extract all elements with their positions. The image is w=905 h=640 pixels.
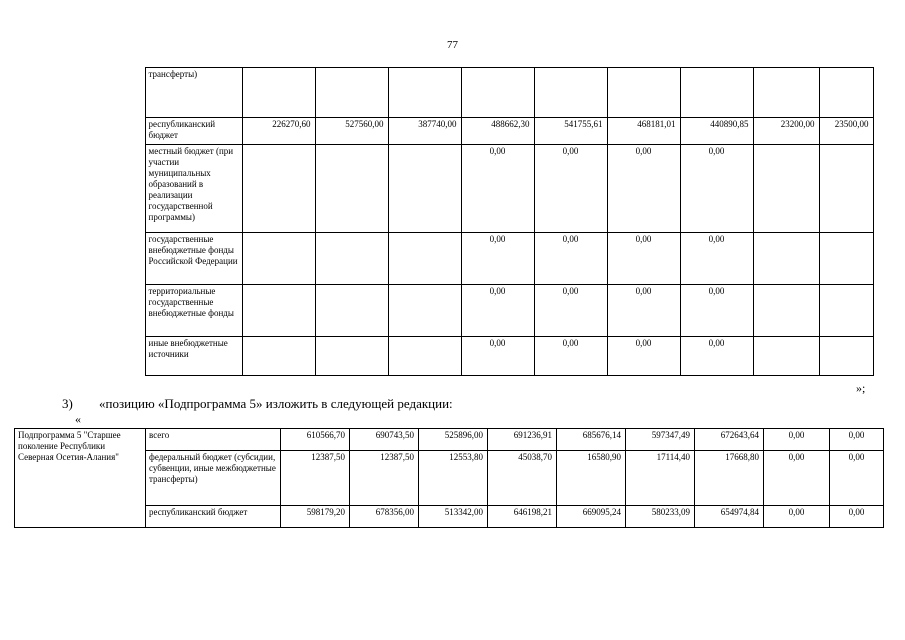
value-cell: 0,00 [680,285,753,337]
value-cell [819,285,873,337]
value-cell: 690743,50 [350,429,419,451]
value-cell: 0,00 [461,337,534,376]
table-row [15,429,884,451]
value-cell: 0,00 [830,451,884,506]
table-row [14,68,873,118]
value-cell [388,68,461,118]
row-label: территориальные государственные внебюджетные фонды [145,285,242,337]
row-label: иные внебюджетные источники [145,337,242,376]
value-cell: 12553,80 [419,451,488,506]
value-cell [753,145,819,233]
value-cell: 527560,00 [315,118,388,145]
value-cell: 488662,30 [461,118,534,145]
value-cell: 691236,91 [488,429,557,451]
value-cell: 541755,61 [534,118,607,145]
value-cell: 685676,14 [557,429,626,451]
row-label: государственные внебюджетные фонды Российской Федерации [145,233,242,285]
value-cell: 0,00 [764,451,830,506]
value-cell [315,233,388,285]
value-cell [461,68,534,118]
value-cell: 12387,50 [281,451,350,506]
instruction-text: «позицию «Подпрограмма 5» изложить в следующей редакции: [99,396,453,411]
value-cell: 0,00 [680,145,753,233]
value-cell [753,233,819,285]
value-cell: 678356,00 [350,506,419,528]
value-cell: 580233,09 [626,506,695,528]
value-cell: 0,00 [830,506,884,528]
row-label: республиканский бюджет [146,506,281,528]
value-cell: 0,00 [534,145,607,233]
value-cell [819,145,873,233]
value-cell [242,145,315,233]
row-label: республиканский бюджет [145,118,242,145]
value-cell [315,285,388,337]
value-cell [242,285,315,337]
value-cell [242,68,315,118]
instruction-number: 3) [62,396,73,411]
value-cell [388,145,461,233]
value-cell: 226270,60 [242,118,315,145]
value-cell: 0,00 [830,429,884,451]
value-cell: 12387,50 [350,451,419,506]
value-cell [388,233,461,285]
value-cell [388,285,461,337]
value-cell: 672643,64 [695,429,764,451]
value-cell [315,145,388,233]
opening-quote: « [75,412,81,426]
value-cell: 0,00 [534,337,607,376]
value-cell: 0,00 [680,337,753,376]
program-label: Подпрограмма 5 "Старшее поколение Республики Северная Осетия-Алания" [15,429,146,528]
value-cell: 0,00 [764,506,830,528]
row-label: всего [146,429,281,451]
value-cell: 0,00 [461,145,534,233]
value-cell: 387740,00 [388,118,461,145]
value-cell: 0,00 [461,285,534,337]
budget-table-continued [14,67,874,376]
value-cell [534,68,607,118]
table-row [15,451,884,506]
value-cell: 16580,90 [557,451,626,506]
value-cell: 598179,20 [281,506,350,528]
value-cell: 525896,00 [419,429,488,451]
value-cell [315,337,388,376]
value-cell: 0,00 [680,233,753,285]
value-cell [753,337,819,376]
value-cell: 0,00 [534,233,607,285]
value-cell [315,68,388,118]
value-cell: 513342,00 [419,506,488,528]
value-cell [819,233,873,285]
row-label: трансферты) [145,68,242,118]
value-cell: 597347,49 [626,429,695,451]
row-label: местный бюджет (при участии муниципальных образований в реализации государственной программы) [145,145,242,233]
value-cell: 0,00 [534,285,607,337]
value-cell [680,68,753,118]
value-cell: 654974,84 [695,506,764,528]
value-cell: 0,00 [607,233,680,285]
value-cell [753,285,819,337]
value-cell: 0,00 [461,233,534,285]
value-cell: 45038,70 [488,451,557,506]
empty-cell [14,68,145,376]
value-cell: 17668,80 [695,451,764,506]
value-cell [242,233,315,285]
value-cell [819,337,873,376]
value-cell: 17114,40 [626,451,695,506]
value-cell [753,68,819,118]
value-cell [607,68,680,118]
value-cell: 0,00 [607,337,680,376]
value-cell [242,337,315,376]
value-cell: 23500,00 [819,118,873,145]
row-label: федеральный бюджет (субсидии, субвенции, иные межбюджетные трансферты) [146,451,281,506]
subprogram-5-table [14,428,884,528]
value-cell: 468181,01 [607,118,680,145]
value-cell: 0,00 [607,285,680,337]
page-number: 77 [447,39,458,51]
table-row [15,506,884,528]
value-cell: 440890,85 [680,118,753,145]
value-cell: 0,00 [764,429,830,451]
value-cell [388,337,461,376]
value-cell: 669095,24 [557,506,626,528]
closing-quote: »; [856,381,866,395]
value-cell: 610566,70 [281,429,350,451]
value-cell: 23200,00 [753,118,819,145]
value-cell: 0,00 [607,145,680,233]
value-cell: 646198,21 [488,506,557,528]
value-cell [819,68,873,118]
